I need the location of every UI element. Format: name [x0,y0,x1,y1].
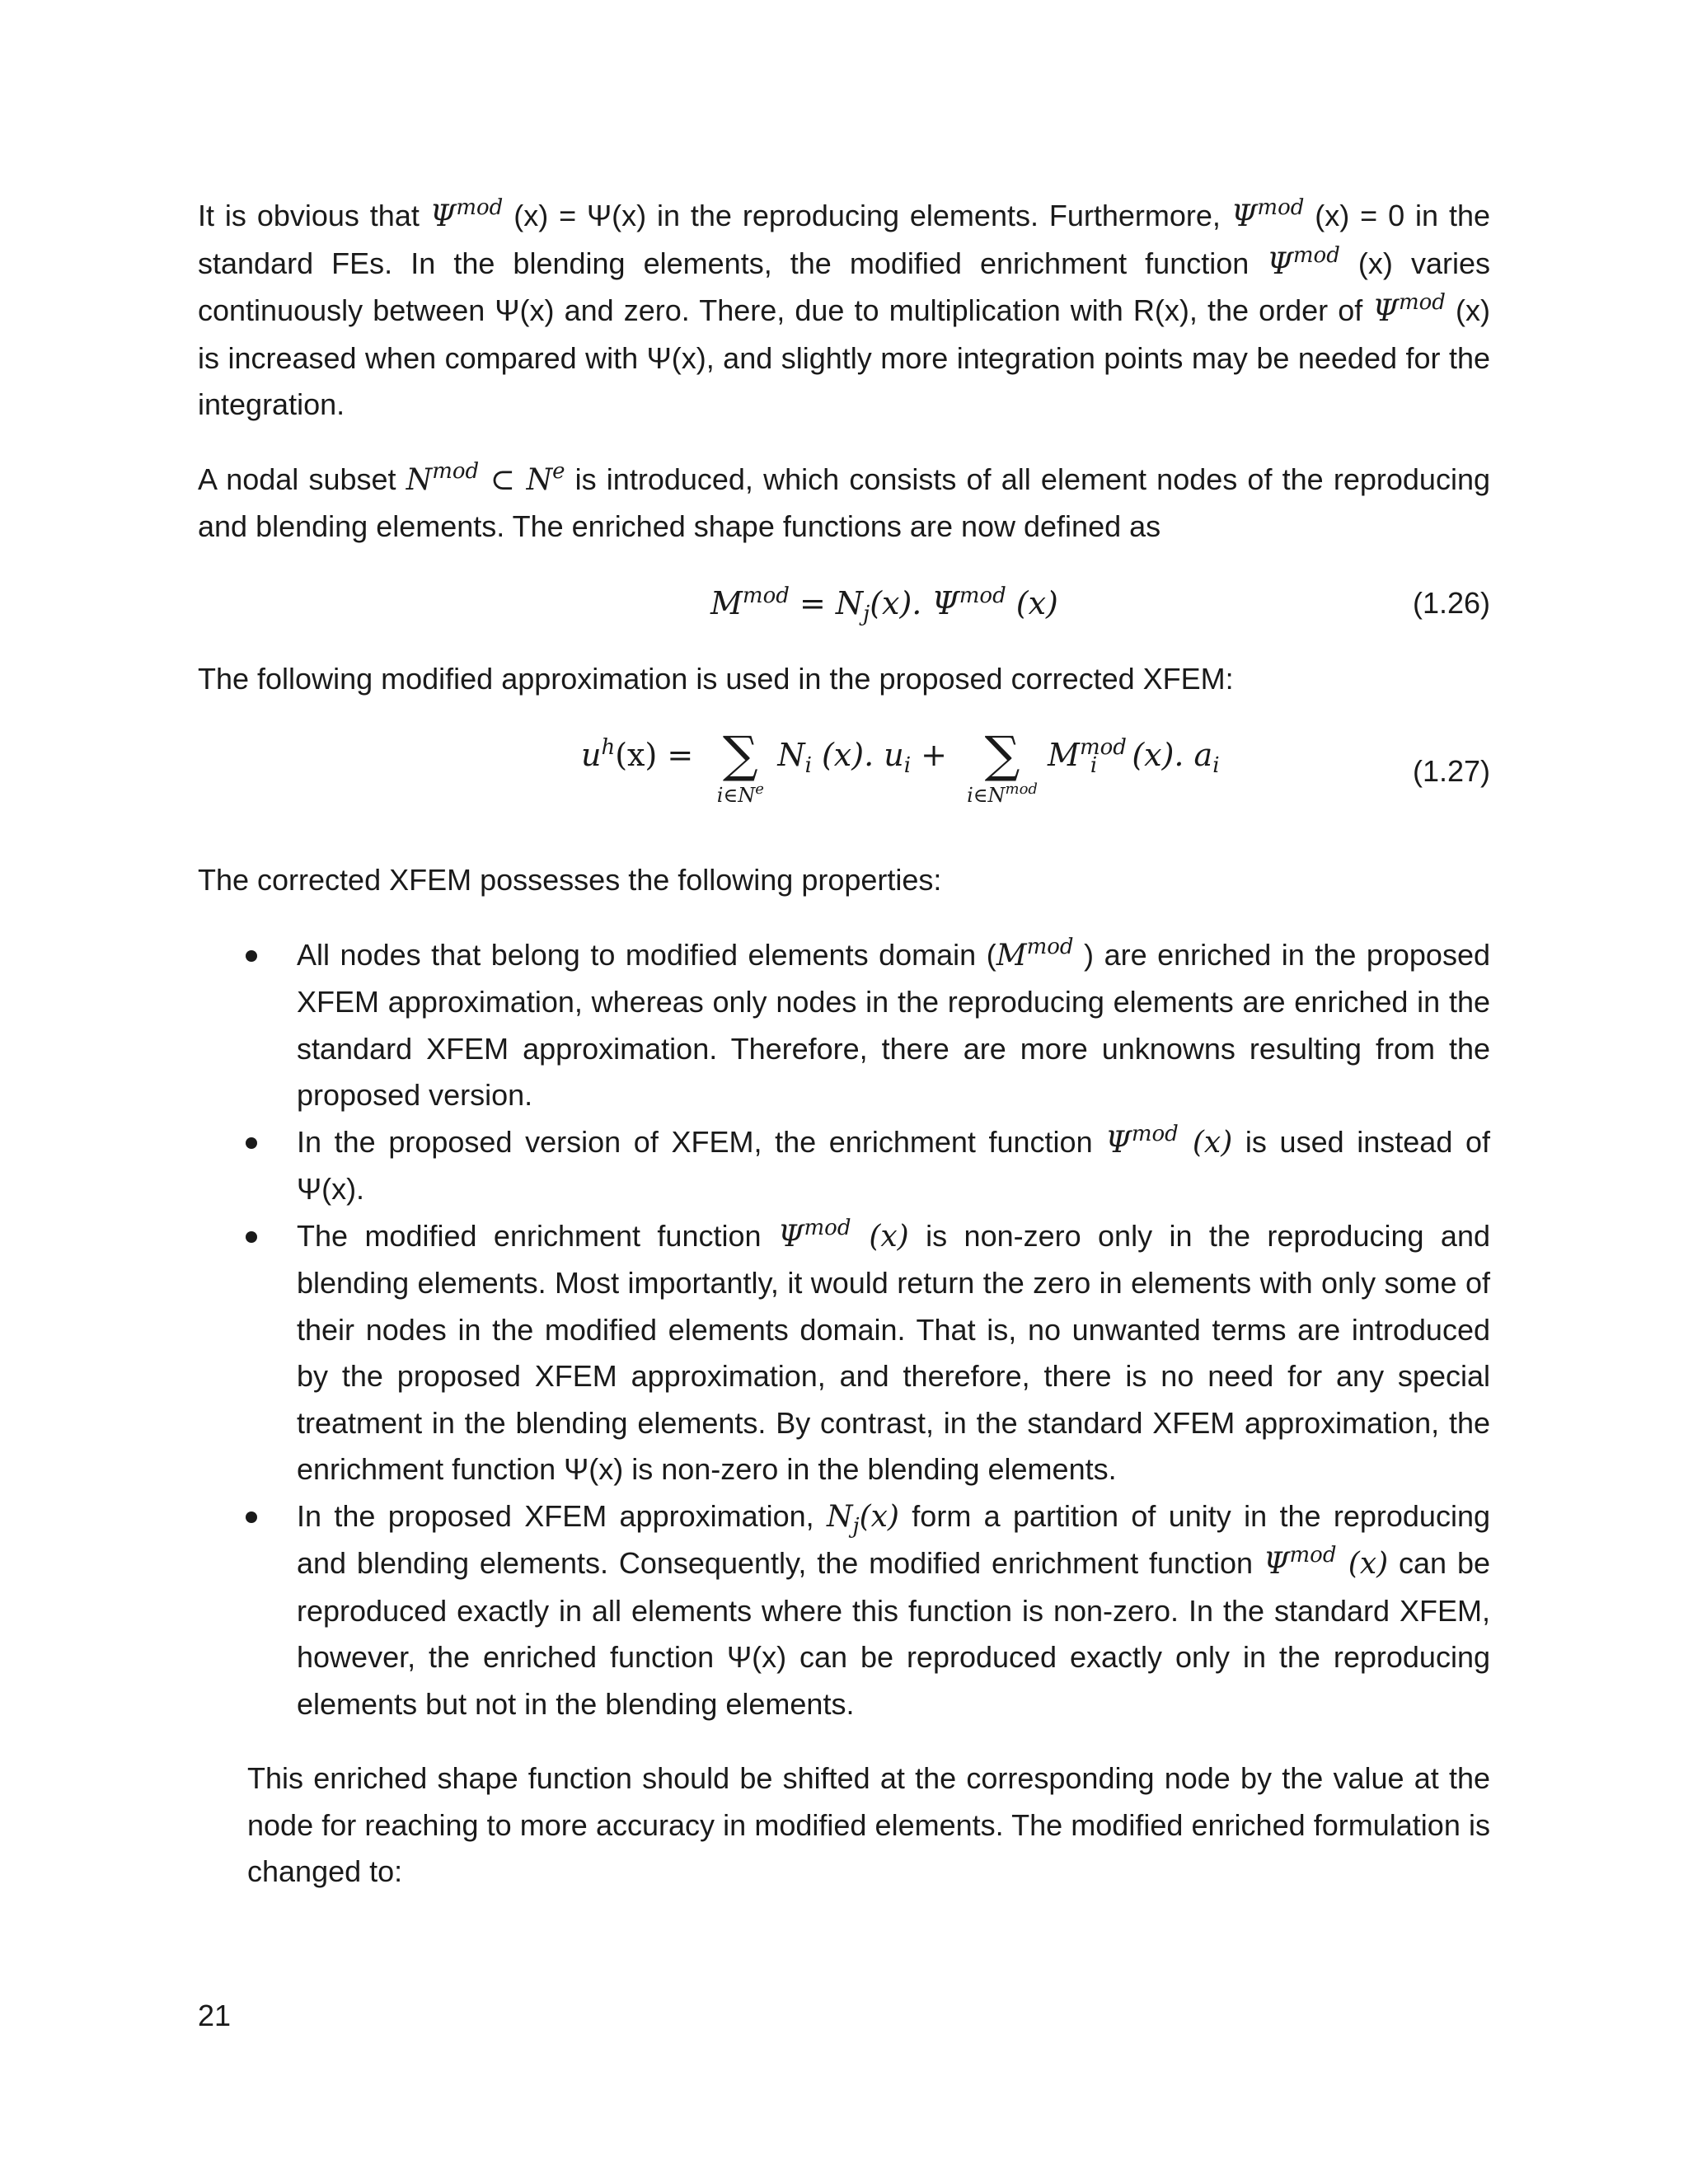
psi-symbol: Ψ [1231,199,1258,233]
bullet-icon [246,1231,257,1243]
equation-number: (1.27) [1412,754,1490,788]
equation-1-27 [198,726,1490,829]
paragraph-nodal-subset: A nodal subset $N^{mod}$ ⊂ $N^e$ is introduced, which consists of all element nodes of the reproducing and blending elements. The enriched shape functions are now defined as [198,458,1490,543]
equation-1-27-body: $u^h(x)$ = ∑ $i\in N^e$ $N_i$ (x). $u_i$ + ∑ $i\in N^{mod}$ $M^{mod}_i$ (x). $a_i$ [581,726,1220,807]
bullet-icon [246,950,257,962]
paragraph-modified-approximation: The following modified approximation is used in the proposed corrected XFEM: [198,661,1234,696]
summation-over-nmod: ∑ $i\in N^{mod}$ [967,726,1038,807]
paragraph-properties-intro: The corrected XFEM possesses the following properties: [198,863,942,897]
bullet-icon [246,1511,257,1523]
list-item: All nodes that belong to modified elements domain ($M^{mod}$ ) are enriched in the proposed XFEM approximation, whereas only nodes in the reproducing elements are enriched in the standard XFEM approximation. Therefore, there are more unknowns resulting from the proposed version. [198,932,1490,1119]
list-item: The modified enrichment function $\Psi^{mod}$ (x) is non-zero only in the reproducing and blending elements. Most importantly, it would return the zero in elements with only some of their nodes in the modified elements domain. That is, no unwanted terms are introduced by the proposed XFEM approximation, and therefore, there is no need for any special treatment in the blending elements. By contrast, in the standard XFEM approximation, the enrichment function Ψ(x) is non-zero in the blending elements. [198,1213,1490,1493]
page-number: 21 [198,1999,232,2032]
psi-symbol: Ψ [1267,246,1293,281]
paragraph-psi-mod-properties: It is obvious that $\Psi^{mod}$ (x) = Ψ(x) in the reproducing elements. Furthermore, $\Psi^{mod}$ (x) = 0 in the standard FEs. In the blending elements, the modified enrichment function $\Psi^{mod}$ (x) varies continuously between Ψ(x) and zero. There, due to multiplication with R(x), the order of $\Psi^{mod}$ (x) is increased when compared with Ψ(x), and slightly more integration points may be needed for the integration. [198,195,1490,421]
document-page [198,193,1490,1924]
equation-1-26 [198,579,1490,628]
psi-symbol: Ψ [429,199,457,233]
bullet-icon [246,1137,257,1149]
properties-list [198,932,1490,1728]
equation-1-26-body: $M^{mod} = N_j(x)$. $\Psi^{mod}$ (x) [710,583,1058,626]
paragraph-shifted-enrichment: This enriched shape function should be shifted at the corresponding node by the value at the node for reaching to more accuracy in modified elements. The modified enriched formulation is changed to: [247,1761,1490,1888]
summation-over-ne: ∑ $i\in N^e$ [716,726,764,807]
list-item: In the proposed version of XFEM, the enrichment function $\Psi^{mod}$ (x) is used instead of Ψ(x). [198,1119,1490,1213]
psi-symbol: Ψ [1372,294,1399,328]
list-item: In the proposed XFEM approximation, $N_j(x)$ form a partition of unity in the reproducing and blending elements. Consequently, the modified enrichment function $\Psi^{mod}$ (x) can be reproduced exactly in all elements where this function is non-zero. In the standard XFEM, however, the enriched function Ψ(x) can be reproduced exactly only in the reproducing elements but not in the blending elements. [198,1493,1490,1728]
equation-number: (1.26) [1412,585,1490,620]
